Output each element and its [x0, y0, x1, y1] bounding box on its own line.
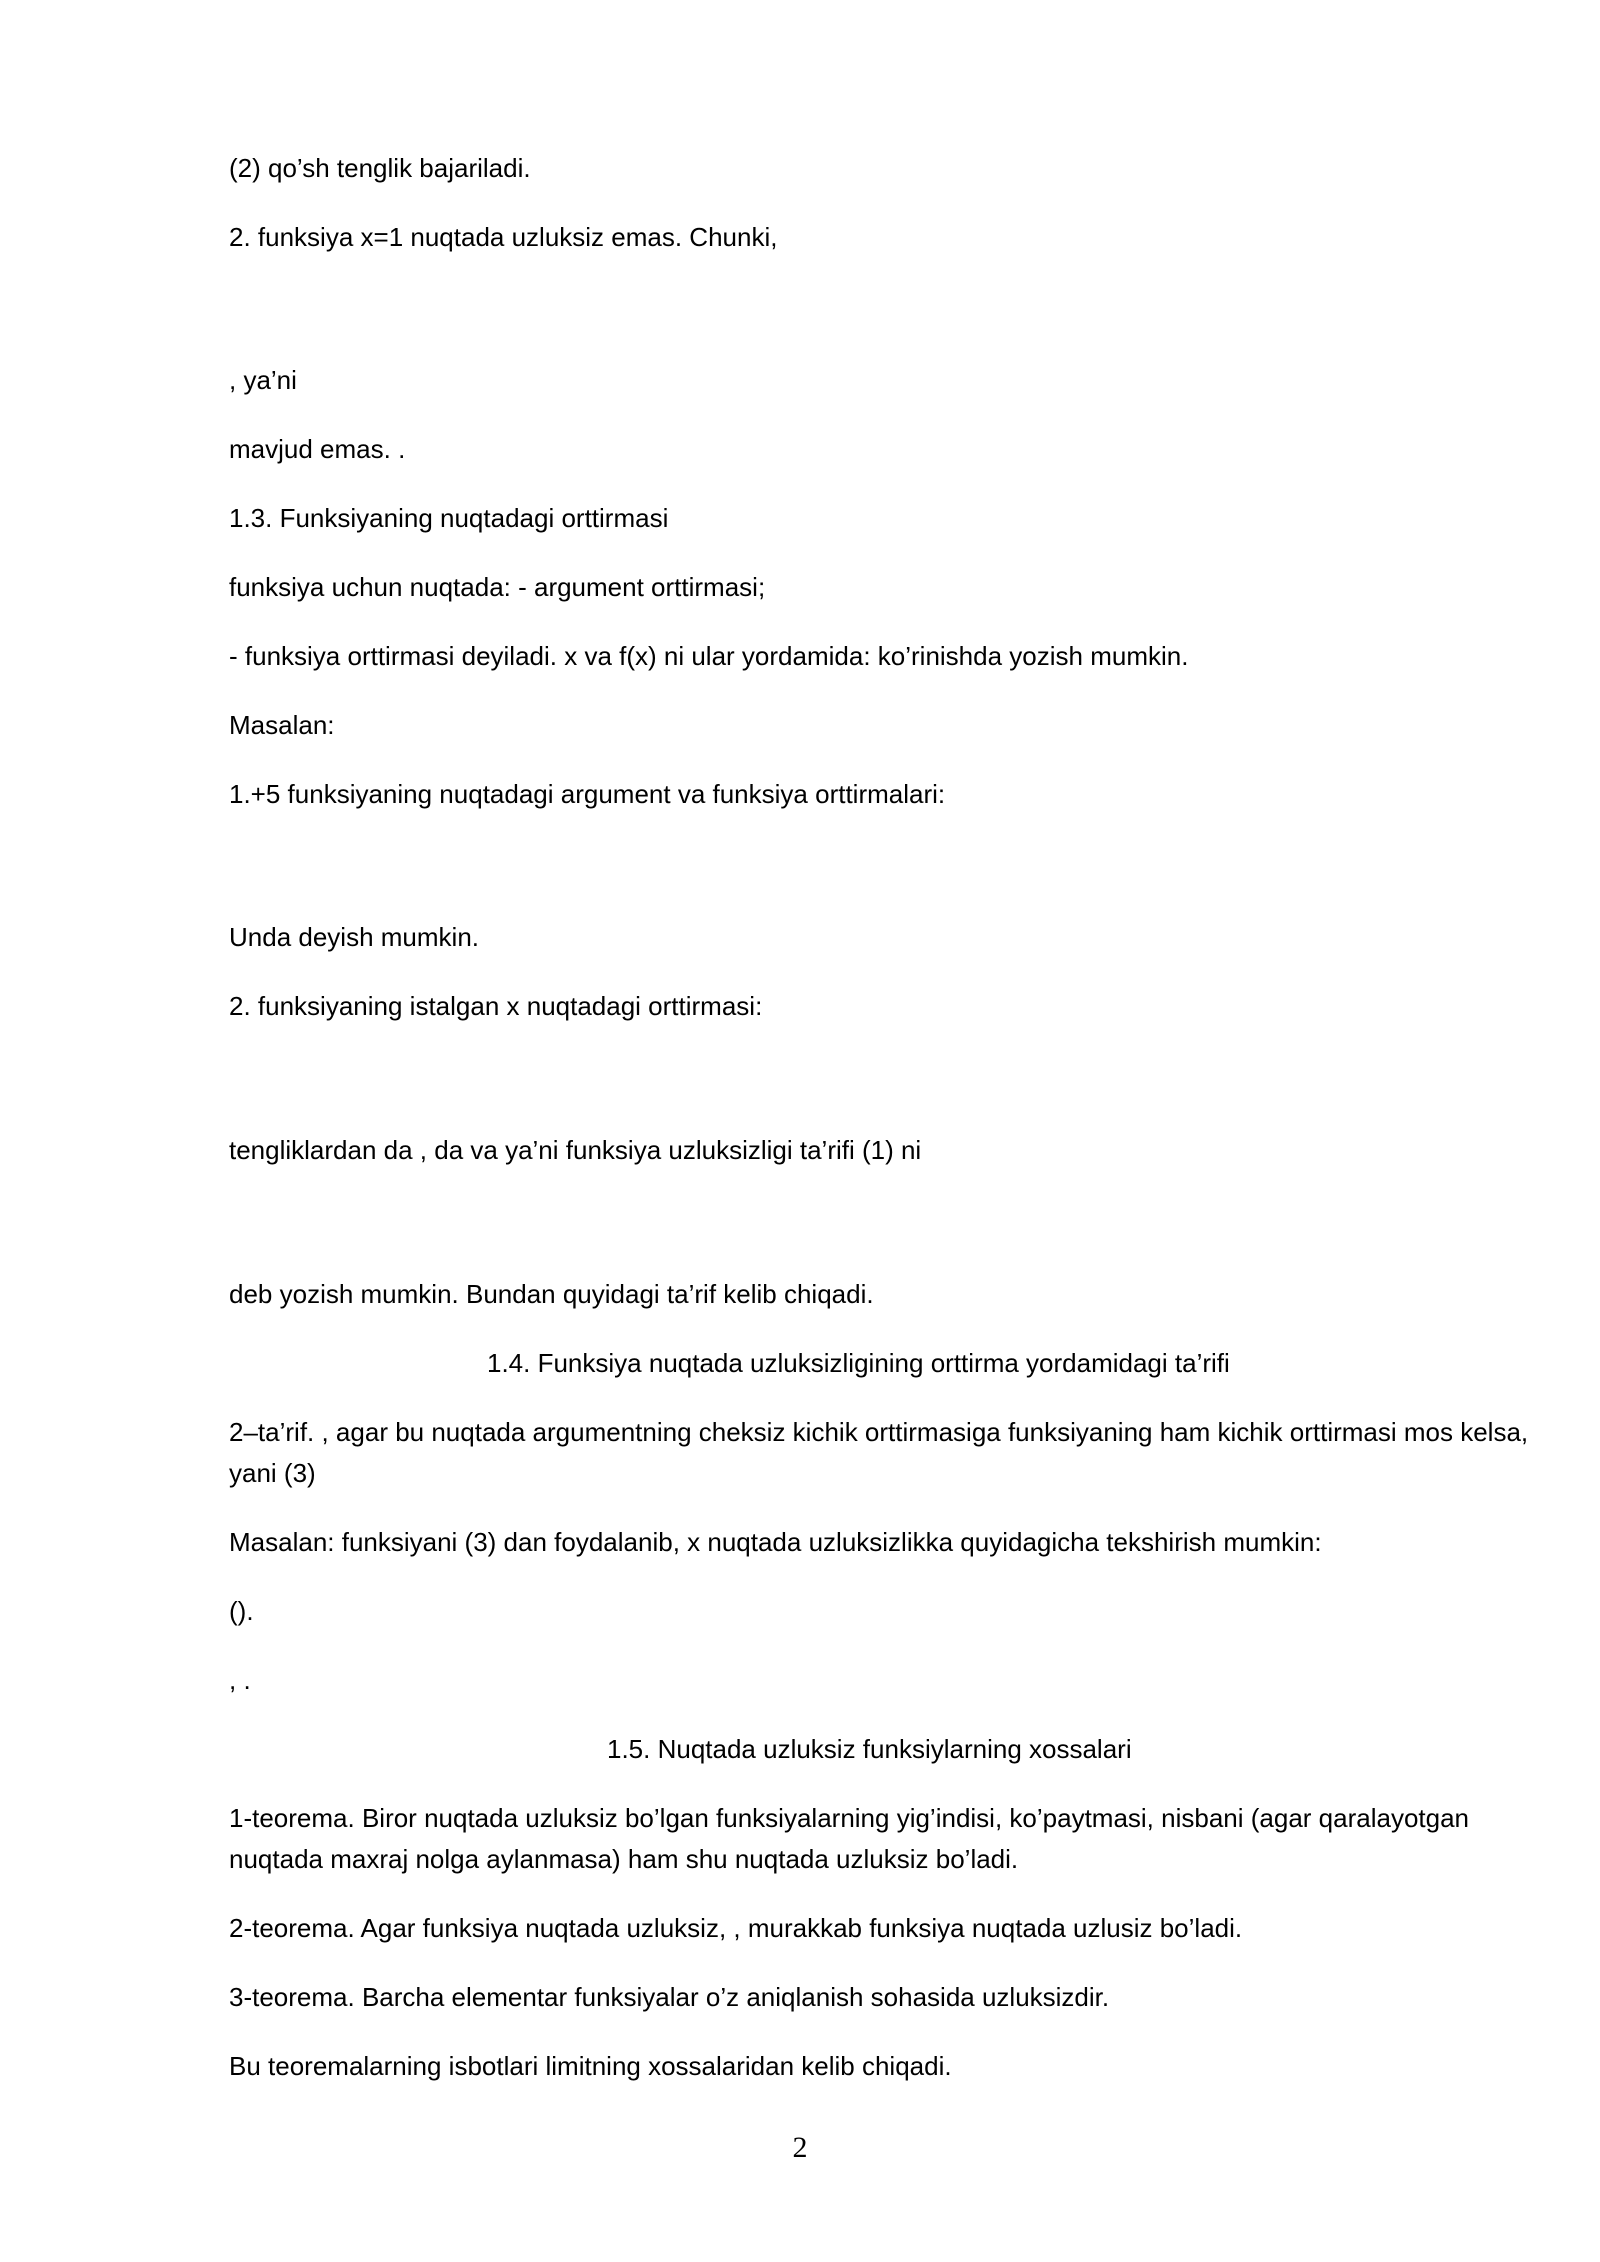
paragraph-then-say: Unda deyish mumkin.: [229, 922, 479, 952]
paragraph-parentheses: ().: [229, 1596, 254, 1626]
paragraph-not-exists: mavjud emas. .: [229, 434, 406, 464]
formula-space: [229, 258, 1529, 360]
paragraph-example-1: 1.+5 funksiyaning nuqtadagi argument va funksiya orttirmalari:: [229, 779, 946, 809]
paragraph-can-write: deb yozish mumkin. Bundan quyidagi ta’rif kelib chiqadi.: [229, 1279, 874, 1309]
paragraph-from-equalities: tengliklardan da , da va ya’ni funksiya uzluksizligi ta’rifi (1) ni: [229, 1135, 922, 1165]
section-heading-1-5: 1.5. Nuqtada uzluksiz funksiylarning xossalari: [607, 1734, 1132, 1764]
section-heading-1-4: 1.4. Funksiya nuqtada uzluksizligining orttirma yordamidagi ta’rifi: [487, 1348, 1230, 1378]
paragraph-theorem-1: 1-teorema. Biror nuqtada uzluksiz bo’lgan funksiyalarning yig’indisi, ko’paytmasi, nisbani (agar qaralayotgan nuqtada maxraj nolga aylanmasa) ham shu nuqtada uzluksiz bo’ladi.: [229, 1803, 1470, 1874]
paragraph-yani: , ya’ni: [229, 365, 297, 395]
paragraph-example-check: Masalan: funksiyani (3) dan foydalanib, x nuqtada uzluksizlikka quyidagicha tekshirish mumkin:: [229, 1527, 1322, 1557]
section-heading-1-3: 1.3. Funksiyaning nuqtadagi orttirmasi: [229, 503, 669, 533]
paragraph-theorem-3: 3-teorema. Barcha elementar funksiyalar o’z aniqlanish sohasida uzluksizdir.: [229, 1982, 1110, 2012]
formula-space: [229, 1171, 1529, 1274]
paragraph-not-continuous: 2. funksiya x=1 nuqtada uzluksiz emas. Chunki,: [229, 222, 778, 252]
paragraph-argument-increment: funksiya uchun nuqtada: - argument orttirmasi;: [229, 572, 766, 602]
page-content: [229, 148, 1529, 2115]
paragraph-example-2: 2. funksiyaning istalgan x nuqtadagi orttirmasi:: [229, 991, 763, 1021]
formula-space: [229, 1027, 1529, 1130]
formula-space: [229, 815, 1529, 917]
paragraph-comma-dot: , .: [229, 1665, 251, 1695]
paragraph-double-equality: (2) qo’sh tenglik bajariladi.: [229, 153, 531, 183]
paragraph-example-label: Masalan:: [229, 710, 335, 740]
paragraph-proofs: Bu teoremalarning isbotlari limitning xossalaridan kelib chiqadi.: [229, 2051, 952, 2081]
paragraph-theorem-2: 2-teorema. Agar funksiya nuqtada uzluksiz, , murakkab funksiya nuqtada uzlusiz bo’ladi.: [229, 1913, 1243, 1943]
page-number: 2: [792, 2131, 808, 2164]
paragraph-definition-2: 2–ta’rif. , agar bu nuqtada argumentning cheksiz kichik orttirmasiga funksiyaning ham kichik orttirmasi mos kelsa, yani (3): [229, 1417, 1529, 1488]
paragraph-function-increment: - funksiya orttirmasi deyiladi. x va f(x) ni ular yordamida: ko’rinishda yozish mumkin.: [229, 641, 1189, 671]
